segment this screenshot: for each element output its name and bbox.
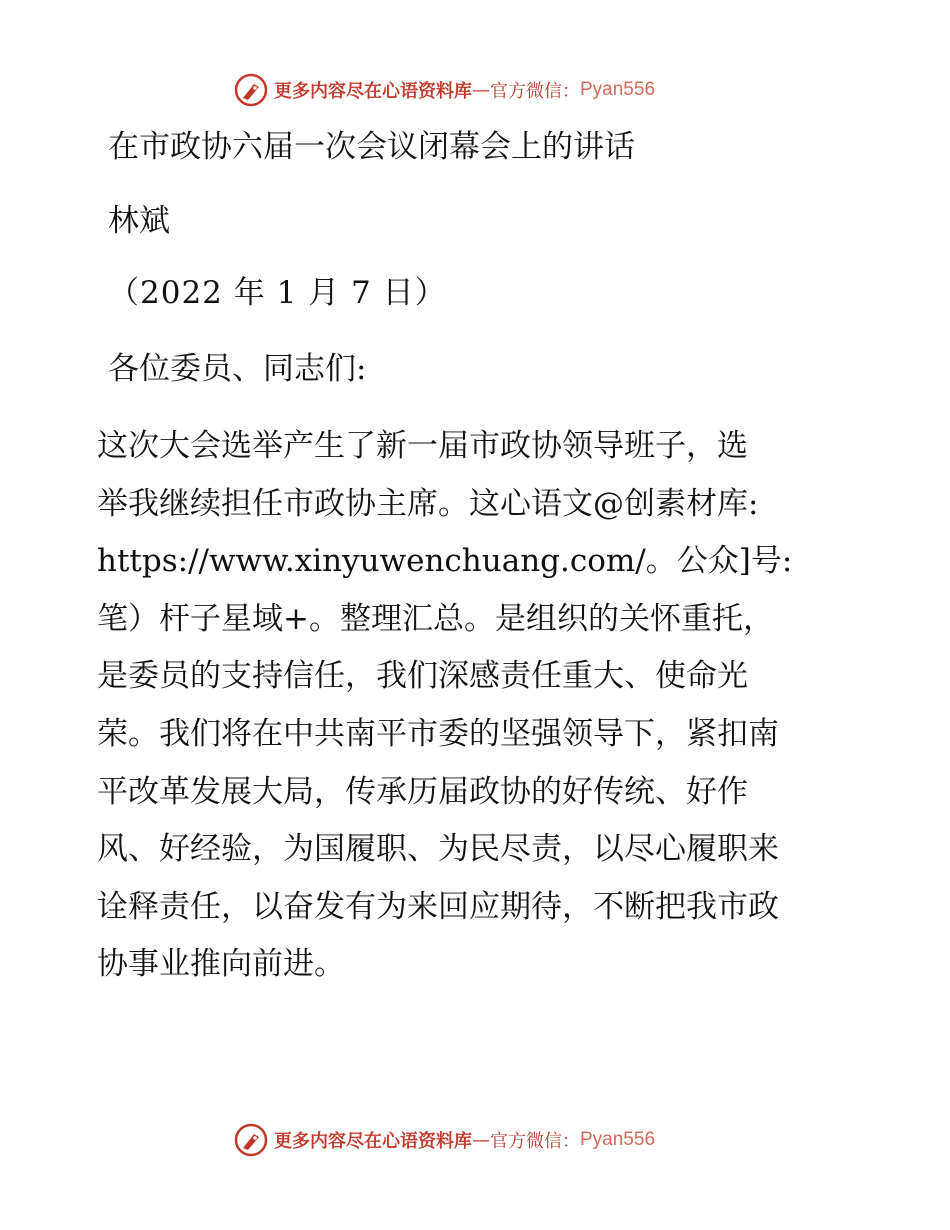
body-line: https://www.xinyuwenchuang.com/。公众]号: <box>97 543 793 580</box>
body-line: 诠释责任，以奋发有为来回应期待，不断把我市政 <box>97 888 779 925</box>
watermark-brand: 更多内容尽在心语资料库 <box>274 1131 472 1152</box>
footer-watermark <box>234 1122 655 1158</box>
watermark-separator: — <box>472 1129 490 1151</box>
watermark-wechat-label: 官方微信： <box>490 81 580 102</box>
body-paragraph <box>97 418 857 994</box>
document-date: （2022 年 1 月 7 日） <box>108 275 447 311</box>
watermark-account: Pyan556 <box>580 1129 656 1150</box>
body-line: 风、好经验，为国履职、为民尽责，以尽心履职来 <box>97 831 779 868</box>
document-author: 林斌 <box>108 203 170 239</box>
body-line: 平改革发展大局，传承历届政协的好传统、好作 <box>97 773 748 810</box>
body-line: 是委员的支持信任，我们深感责任重大、使命光 <box>97 658 748 695</box>
header-watermark <box>234 72 655 108</box>
watermark-wechat-label: 官方微信： <box>490 1131 580 1152</box>
document-salutation: 各位委员、同志们: <box>108 351 367 387</box>
body-line: 笔）杆子星域+。整理汇总。是组织的关怀重托， <box>97 600 774 637</box>
body-line: 举我继续担任市政协主席。这心语文@创素材库: <box>97 485 759 522</box>
body-line: 协事业推向前进。 <box>97 946 345 983</box>
body-line: 荣。我们将在中共南平市委的坚强领导下，紧扣南 <box>97 715 779 752</box>
watermark-separator: — <box>472 79 490 101</box>
document-title: 在市政协六届一次会议闭幕会上的讲话 <box>108 129 635 165</box>
pen-nib-icon <box>234 1123 268 1157</box>
watermark-brand: 更多内容尽在心语资料库 <box>274 81 472 102</box>
body-line: 这次大会选举产生了新一届市政协领导班子，选 <box>97 428 748 464</box>
pen-nib-icon <box>234 73 268 107</box>
watermark-account: Pyan556 <box>580 79 656 100</box>
